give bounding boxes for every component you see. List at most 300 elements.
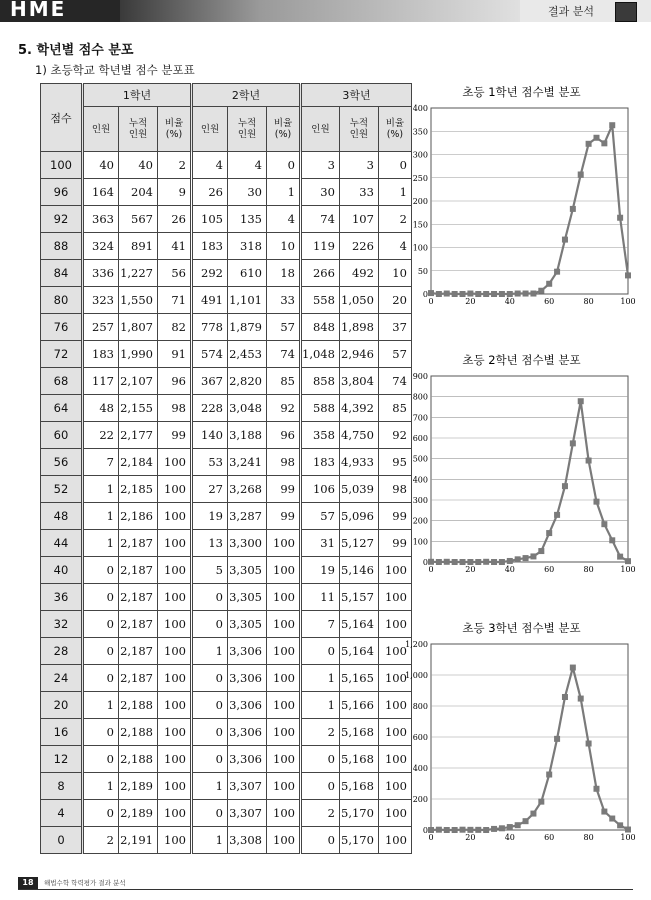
cell-g2-count: 1 (192, 638, 228, 665)
cell-g2-count: 0 (192, 692, 228, 719)
cell-g2-cumulative: 610 (228, 260, 267, 287)
cell-g2-ratio: 10 (267, 233, 301, 260)
cell-g2-ratio: 57 (267, 314, 301, 341)
data-point (601, 809, 607, 815)
cell-g1-count: 1 (83, 692, 119, 719)
data-point (460, 827, 466, 833)
x-tick-label: 40 (504, 565, 515, 574)
cell-g2-cumulative: 3,305 (228, 611, 267, 638)
cell-g3-count: 858 (301, 368, 340, 395)
page-header (0, 0, 651, 22)
cell-g1-cumulative: 891 (119, 233, 158, 260)
x-tick-label: 40 (504, 297, 515, 306)
cell-g3-ratio: 95 (378, 449, 411, 476)
cell-g1-cumulative: 1,990 (119, 341, 158, 368)
cell-g1-count: 323 (83, 287, 119, 314)
cell-g3-ratio: 1 (378, 179, 411, 206)
data-point (499, 825, 505, 831)
data-point (507, 824, 513, 830)
data-point (436, 827, 442, 833)
cell-g1-cumulative: 40 (119, 152, 158, 179)
cell-g3-count: 74 (301, 206, 340, 233)
cell-g2-cumulative: 3,306 (228, 719, 267, 746)
cell-g3-cumulative: 492 (339, 260, 378, 287)
cell-g3-count: 1,048 (301, 341, 340, 368)
cell-g3-ratio: 100 (378, 827, 411, 854)
y-tick-label: 250 (412, 173, 428, 183)
cell-g2-cumulative: 1,879 (228, 314, 267, 341)
chart-title: 초등 1학년 점수별 분포 (462, 85, 581, 99)
x-tick-label: 0 (428, 297, 434, 306)
data-point (609, 537, 615, 543)
data-point (546, 530, 552, 536)
data-point (601, 521, 607, 527)
cell-g2-cumulative: 30 (228, 179, 267, 206)
subheader-ratio: 비율 (%) (378, 107, 411, 152)
data-point (507, 291, 513, 297)
book-icon (615, 2, 637, 22)
chart-title: 초등 3학년 점수별 분포 (462, 621, 581, 635)
table-row (41, 476, 412, 503)
data-point (515, 822, 521, 828)
y-tick-label: 600 (412, 434, 428, 443)
cell-g2-ratio: 100 (267, 584, 301, 611)
data-point (452, 291, 458, 297)
cell-g3-cumulative: 5,170 (339, 827, 378, 854)
data-point (475, 827, 481, 833)
cell-g1-count: 0 (83, 584, 119, 611)
chart-title: 초등 2학년 점수별 분포 (462, 353, 581, 367)
cell-g2-cumulative: 3,241 (228, 449, 267, 476)
cell-g3-count: 3 (301, 152, 340, 179)
table-row (41, 665, 412, 692)
data-point (570, 440, 576, 446)
cell-g3-count: 848 (301, 314, 340, 341)
data-point (593, 135, 599, 141)
cell-g1-cumulative: 2,189 (119, 800, 158, 827)
cell-g1-ratio: 100 (158, 584, 192, 611)
data-point (625, 272, 631, 278)
score-cell: 12 (41, 746, 83, 773)
cell-g2-cumulative: 3,307 (228, 773, 267, 800)
table-row (41, 206, 412, 233)
cell-g3-count: 266 (301, 260, 340, 287)
cell-g1-cumulative: 2,187 (119, 665, 158, 692)
cell-g1-cumulative: 2,177 (119, 422, 158, 449)
score-distribution-table (40, 83, 412, 854)
cell-g2-count: 0 (192, 665, 228, 692)
data-point (491, 559, 497, 565)
data-point (617, 554, 623, 560)
y-tick-label: 0 (422, 290, 428, 299)
plot-area (431, 376, 628, 562)
cell-g3-count: 0 (301, 746, 340, 773)
y-tick-label: 100 (412, 537, 428, 547)
score-cell: 80 (41, 287, 83, 314)
cell-g3-cumulative: 5,039 (339, 476, 378, 503)
cell-g3-cumulative: 226 (339, 233, 378, 260)
cell-g1-cumulative: 2,187 (119, 557, 158, 584)
data-point (530, 553, 536, 559)
cell-g3-cumulative: 5,168 (339, 746, 378, 773)
y-tick-label: 50 (417, 266, 428, 276)
cell-g3-cumulative: 4,392 (339, 395, 378, 422)
cell-g3-count: 7 (301, 611, 340, 638)
x-tick-label: 100 (620, 297, 636, 306)
cell-g3-ratio: 100 (378, 773, 411, 800)
score-cell: 100 (41, 152, 83, 179)
data-point (436, 559, 442, 565)
subheader-cumulative: 누적 인원 (339, 107, 378, 152)
cell-g3-cumulative: 5,127 (339, 530, 378, 557)
data-point (530, 291, 536, 297)
y-tick-label: 700 (412, 413, 428, 423)
cell-g2-cumulative: 3,300 (228, 530, 267, 557)
cell-g2-count: 228 (192, 395, 228, 422)
cell-g2-count: 140 (192, 422, 228, 449)
cell-g1-count: 2 (83, 827, 119, 854)
y-tick-label: 800 (412, 392, 428, 402)
cell-g3-ratio: 37 (378, 314, 411, 341)
data-point (475, 291, 481, 297)
cell-g2-count: 367 (192, 368, 228, 395)
subheader-count: 인원 (301, 107, 340, 152)
chart-grade-1 (396, 82, 636, 314)
x-tick-label: 80 (583, 297, 594, 306)
cell-g3-cumulative: 5,096 (339, 503, 378, 530)
cell-g3-ratio: 74 (378, 368, 411, 395)
cell-g2-count: 13 (192, 530, 228, 557)
cell-g1-cumulative: 2,155 (119, 395, 158, 422)
table-row (41, 800, 412, 827)
x-tick-label: 20 (465, 565, 476, 574)
grade-header-2: 2학년 (192, 84, 301, 107)
cell-g1-count: 257 (83, 314, 119, 341)
cell-g3-ratio: 100 (378, 665, 411, 692)
cell-g1-ratio: 100 (158, 557, 192, 584)
cell-g1-cumulative: 2,187 (119, 638, 158, 665)
subheader-ratio: 비율 (%) (267, 107, 301, 152)
cell-g3-count: 0 (301, 638, 340, 665)
cell-g1-ratio: 100 (158, 800, 192, 827)
cell-g2-ratio: 92 (267, 395, 301, 422)
cell-g2-ratio: 96 (267, 422, 301, 449)
cell-g1-ratio: 100 (158, 773, 192, 800)
x-tick-label: 80 (583, 833, 594, 842)
cell-g3-cumulative: 1,050 (339, 287, 378, 314)
cell-g1-cumulative: 2,189 (119, 773, 158, 800)
subsection-title: 1) 초등학교 학년별 점수 분포표 (35, 63, 195, 77)
data-point (467, 291, 473, 297)
data-point (483, 827, 489, 833)
x-tick-label: 60 (544, 297, 555, 306)
cell-g2-ratio: 98 (267, 449, 301, 476)
cell-g3-count: 0 (301, 773, 340, 800)
cell-g2-ratio: 100 (267, 746, 301, 773)
cell-g3-count: 11 (301, 584, 340, 611)
cell-g2-cumulative: 3,306 (228, 746, 267, 773)
score-cell: 28 (41, 638, 83, 665)
cell-g1-count: 363 (83, 206, 119, 233)
cell-g1-cumulative: 1,550 (119, 287, 158, 314)
cell-g1-ratio: 100 (158, 476, 192, 503)
score-cell: 48 (41, 503, 83, 530)
data-point (562, 483, 568, 489)
table-row (41, 827, 412, 854)
cell-g2-ratio: 1 (267, 179, 301, 206)
table-row (41, 314, 412, 341)
cell-g2-cumulative: 3,306 (228, 692, 267, 719)
data-point (428, 290, 434, 296)
score-cell: 8 (41, 773, 83, 800)
cell-g2-count: 19 (192, 503, 228, 530)
cell-g3-ratio: 100 (378, 557, 411, 584)
cell-g2-cumulative: 3,307 (228, 800, 267, 827)
score-cell: 96 (41, 179, 83, 206)
cell-g2-ratio: 100 (267, 719, 301, 746)
score-cell: 36 (41, 584, 83, 611)
cell-g3-cumulative: 107 (339, 206, 378, 233)
data-point (554, 736, 560, 742)
data-point (609, 816, 615, 822)
y-tick-label: 0 (422, 558, 428, 567)
data-point (562, 694, 568, 700)
cell-g3-ratio: 100 (378, 638, 411, 665)
table-row (41, 530, 412, 557)
cell-g3-ratio: 85 (378, 395, 411, 422)
cell-g3-cumulative: 33 (339, 179, 378, 206)
cell-g1-count: 40 (83, 152, 119, 179)
cell-g2-cumulative: 3,305 (228, 557, 267, 584)
cell-g3-cumulative: 5,157 (339, 584, 378, 611)
data-point (593, 786, 599, 792)
score-cell: 64 (41, 395, 83, 422)
cell-g1-cumulative: 2,188 (119, 746, 158, 773)
cell-g2-count: 0 (192, 584, 228, 611)
cell-g3-count: 119 (301, 233, 340, 260)
cell-g3-count: 2 (301, 800, 340, 827)
cell-g1-count: 1 (83, 503, 119, 530)
cell-g2-count: 0 (192, 746, 228, 773)
cell-g2-count: 292 (192, 260, 228, 287)
data-point (436, 291, 442, 297)
cell-g1-cumulative: 2,184 (119, 449, 158, 476)
cell-g2-ratio: 0 (267, 152, 301, 179)
cell-g1-count: 0 (83, 665, 119, 692)
score-cell: 20 (41, 692, 83, 719)
cell-g2-ratio: 100 (267, 800, 301, 827)
cell-g3-ratio: 100 (378, 800, 411, 827)
x-tick-label: 0 (428, 833, 434, 842)
score-cell: 24 (41, 665, 83, 692)
data-point (483, 291, 489, 297)
cell-g2-count: 574 (192, 341, 228, 368)
cell-g3-ratio: 100 (378, 719, 411, 746)
table-row (41, 638, 412, 665)
cell-g2-count: 491 (192, 287, 228, 314)
cell-g1-ratio: 100 (158, 611, 192, 638)
cell-g1-count: 1 (83, 773, 119, 800)
cell-g2-ratio: 85 (267, 368, 301, 395)
table-row (41, 611, 412, 638)
cell-g1-count: 183 (83, 341, 119, 368)
grade-header-3: 3학년 (301, 84, 412, 107)
cell-g3-cumulative: 3 (339, 152, 378, 179)
cell-g3-count: 30 (301, 179, 340, 206)
cell-g2-count: 183 (192, 233, 228, 260)
data-point (625, 827, 631, 833)
cell-g3-cumulative: 1,898 (339, 314, 378, 341)
chart-grade-2 (396, 350, 636, 582)
cell-g1-cumulative: 2,187 (119, 611, 158, 638)
data-point (625, 558, 631, 564)
table-row (41, 584, 412, 611)
data-point (546, 772, 552, 778)
cell-g2-ratio: 33 (267, 287, 301, 314)
data-point (483, 559, 489, 565)
cell-g2-ratio: 99 (267, 476, 301, 503)
cell-g3-count: 31 (301, 530, 340, 557)
grade-header-1: 1학년 (83, 84, 192, 107)
cell-g2-count: 27 (192, 476, 228, 503)
cell-g1-count: 0 (83, 746, 119, 773)
cell-g2-count: 0 (192, 800, 228, 827)
y-tick-label: 200 (412, 795, 428, 804)
cell-g3-cumulative: 5,164 (339, 638, 378, 665)
y-tick-label: 100 (412, 243, 428, 253)
cell-g1-cumulative: 1,227 (119, 260, 158, 287)
data-point (467, 559, 473, 565)
cell-g3-cumulative: 5,166 (339, 692, 378, 719)
cell-g3-ratio: 4 (378, 233, 411, 260)
cell-g1-cumulative: 2,185 (119, 476, 158, 503)
cell-g2-cumulative: 4 (228, 152, 267, 179)
cell-g1-ratio: 100 (158, 638, 192, 665)
score-cell: 72 (41, 341, 83, 368)
score-cell: 0 (41, 827, 83, 854)
table-row (41, 773, 412, 800)
cell-g2-ratio: 100 (267, 665, 301, 692)
cell-g1-count: 0 (83, 800, 119, 827)
score-cell: 44 (41, 530, 83, 557)
y-tick-label: 900 (412, 372, 428, 381)
cell-g2-ratio: 74 (267, 341, 301, 368)
data-point (538, 548, 544, 554)
cell-g1-count: 1 (83, 476, 119, 503)
data-point (523, 291, 529, 297)
data-point (586, 458, 592, 464)
data-point (554, 512, 560, 518)
cell-g2-count: 5 (192, 557, 228, 584)
x-tick-label: 20 (465, 297, 476, 306)
cell-g2-cumulative: 2,453 (228, 341, 267, 368)
score-cell: 52 (41, 476, 83, 503)
data-point (428, 559, 434, 565)
cell-g2-ratio: 100 (267, 611, 301, 638)
cell-g2-count: 0 (192, 719, 228, 746)
data-point (515, 291, 521, 297)
cell-g2-count: 778 (192, 314, 228, 341)
cell-g3-count: 183 (301, 449, 340, 476)
y-tick-label: 300 (412, 150, 428, 160)
data-point (491, 291, 497, 297)
cell-g2-cumulative: 3,305 (228, 584, 267, 611)
cell-g2-cumulative: 1,101 (228, 287, 267, 314)
table-row (41, 233, 412, 260)
data-point (467, 827, 473, 833)
header-section-label: 결과 분석 (548, 5, 595, 18)
cell-g3-ratio: 10 (378, 260, 411, 287)
table-row (41, 449, 412, 476)
cell-g1-ratio: 26 (158, 206, 192, 233)
data-point (586, 741, 592, 747)
x-tick-label: 0 (428, 565, 434, 574)
cell-g2-cumulative: 318 (228, 233, 267, 260)
subheader-count: 인원 (83, 107, 119, 152)
y-tick-label: 1,000 (405, 671, 428, 680)
cell-g2-ratio: 99 (267, 503, 301, 530)
header-gradient-band (120, 0, 520, 22)
x-tick-label: 40 (504, 833, 515, 842)
score-cell: 56 (41, 449, 83, 476)
cell-g2-ratio: 100 (267, 692, 301, 719)
cell-g2-cumulative: 3,306 (228, 638, 267, 665)
cell-g3-count: 0 (301, 827, 340, 854)
cell-g1-ratio: 9 (158, 179, 192, 206)
data-point (499, 291, 505, 297)
cell-g3-cumulative: 4,933 (339, 449, 378, 476)
cell-g3-cumulative: 5,168 (339, 719, 378, 746)
cell-g3-ratio: 99 (378, 503, 411, 530)
cell-g3-cumulative: 5,170 (339, 800, 378, 827)
table-row (41, 152, 412, 179)
cell-g3-ratio: 99 (378, 530, 411, 557)
y-tick-label: 200 (412, 516, 428, 526)
cell-g1-ratio: 96 (158, 368, 192, 395)
cell-g2-count: 53 (192, 449, 228, 476)
cell-g3-cumulative: 5,164 (339, 611, 378, 638)
data-point (538, 799, 544, 805)
cell-g1-ratio: 100 (158, 746, 192, 773)
cell-g3-cumulative: 3,804 (339, 368, 378, 395)
y-tick-label: 400 (412, 475, 428, 485)
data-point (460, 559, 466, 565)
cell-g1-ratio: 100 (158, 719, 192, 746)
data-point (475, 559, 481, 565)
cell-g1-ratio: 98 (158, 395, 192, 422)
x-tick-label: 80 (583, 565, 594, 574)
cell-g3-ratio: 98 (378, 476, 411, 503)
cell-g1-count: 117 (83, 368, 119, 395)
data-point (523, 818, 529, 824)
cell-g3-count: 558 (301, 287, 340, 314)
table-row (41, 260, 412, 287)
chart-grade-3 (396, 618, 636, 850)
cell-g1-cumulative: 2,186 (119, 503, 158, 530)
y-tick-label: 400 (412, 764, 428, 773)
data-point (444, 291, 450, 297)
cell-g2-count: 0 (192, 611, 228, 638)
table-row (41, 179, 412, 206)
table-row (41, 341, 412, 368)
x-tick-label: 100 (620, 833, 636, 842)
section-title: 5. 학년별 점수 분포 (18, 43, 134, 58)
data-point (617, 215, 623, 221)
score-cell: 92 (41, 206, 83, 233)
cell-g2-cumulative: 3,287 (228, 503, 267, 530)
cell-g1-cumulative: 204 (119, 179, 158, 206)
table-row (41, 719, 412, 746)
